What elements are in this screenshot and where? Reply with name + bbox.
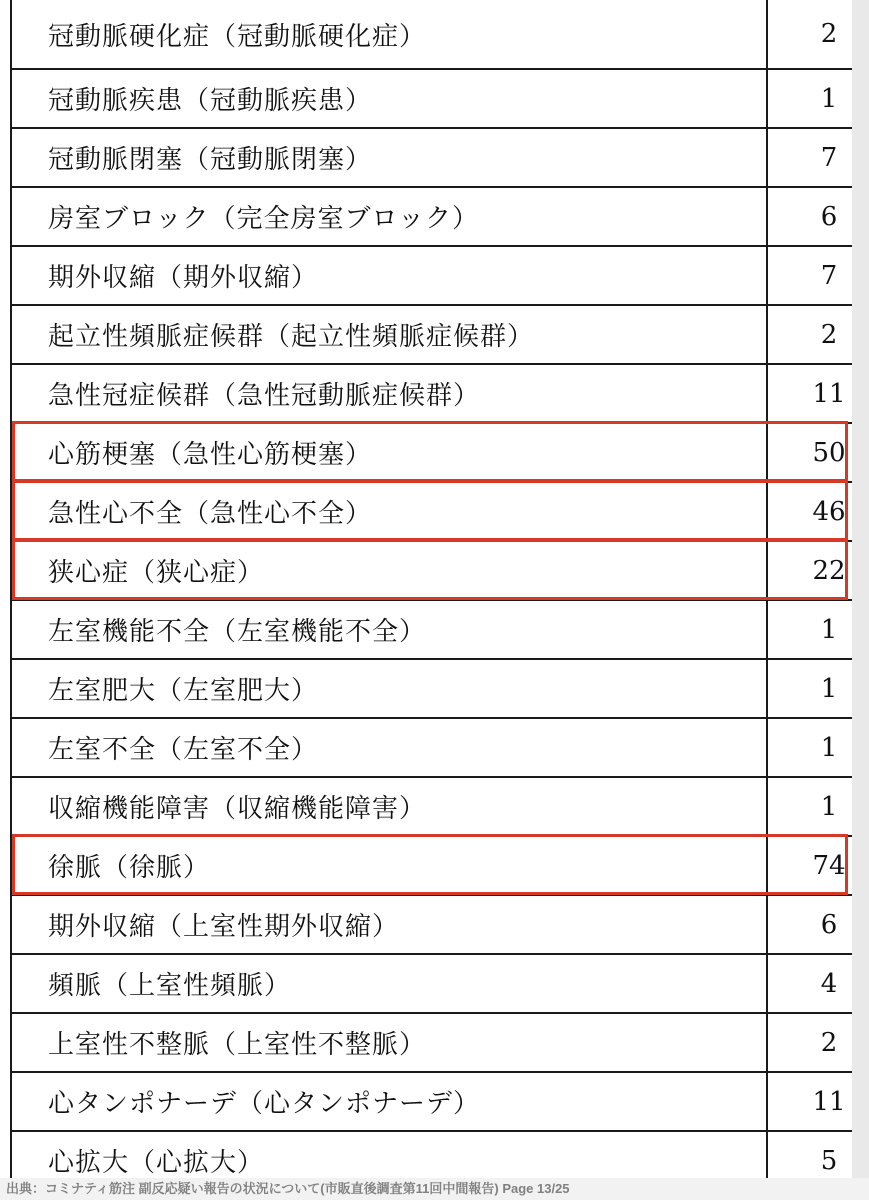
event-count-cell: 2 (767, 305, 852, 364)
event-name-cell: 徐脈（徐脈） (11, 836, 767, 895)
table-row (11, 187, 852, 246)
event-count-cell: 1 (767, 777, 852, 836)
event-count-cell: 5 (767, 1131, 852, 1178)
table-body (11, 0, 852, 1178)
table-row (11, 482, 852, 541)
event-count-cell: 1 (767, 600, 852, 659)
table-row (11, 836, 852, 895)
event-name-cell: 房室ブロック（完全房室ブロック） (11, 187, 767, 246)
event-name-cell: 左室不全（左室不全） (11, 718, 767, 777)
event-name-cell: 起立性頻脈症候群（起立性頻脈症候群） (11, 305, 767, 364)
event-name-cell: 収縮機能障害（収縮機能障害） (11, 777, 767, 836)
table-row (11, 69, 852, 128)
event-count-cell: 6 (767, 187, 852, 246)
event-name-cell: 冠動脈疾患（冠動脈疾患） (11, 69, 767, 128)
event-name-cell: 急性冠症候群（急性冠動脈症候群） (11, 364, 767, 423)
event-name-cell: 冠動脈閉塞（冠動脈閉塞） (11, 128, 767, 187)
table-row (11, 246, 852, 305)
table-row (11, 364, 852, 423)
table-row (11, 1013, 852, 1072)
event-count-cell: 7 (767, 128, 852, 187)
event-count-cell: 6 (767, 895, 852, 954)
event-count-cell: 11 (767, 364, 852, 423)
adverse-event-table-container (10, 0, 852, 1178)
event-name-cell: 期外収縮（上室性期外収縮） (11, 895, 767, 954)
page-edge-strip (852, 0, 869, 1178)
event-count-cell: 7 (767, 246, 852, 305)
table-row (11, 659, 852, 718)
event-count-cell: 2 (767, 0, 852, 69)
table-row (11, 777, 852, 836)
event-name-cell: 上室性不整脈（上室性不整脈） (11, 1013, 767, 1072)
event-name-cell: 急性心不全（急性心不全） (11, 482, 767, 541)
table-row (11, 600, 852, 659)
event-count-cell: 74 (767, 836, 852, 895)
event-name-cell: 左室肥大（左室肥大） (11, 659, 767, 718)
table-row (11, 0, 852, 69)
event-name-cell: 冠動脈硬化症（冠動脈硬化症） (11, 0, 767, 69)
event-count-cell: 1 (767, 659, 852, 718)
table-row (11, 423, 852, 482)
event-name-cell: 心筋梗塞（急性心筋梗塞） (11, 423, 767, 482)
event-count-cell: 4 (767, 954, 852, 1013)
event-count-cell: 2 (767, 1013, 852, 1072)
event-name-cell: 左室機能不全（左室機能不全） (11, 600, 767, 659)
event-count-cell: 1 (767, 69, 852, 128)
event-count-cell: 1 (767, 718, 852, 777)
table-row (11, 1072, 852, 1131)
adverse-event-table (10, 0, 852, 1178)
event-count-cell: 11 (767, 1072, 852, 1131)
table-row (11, 541, 852, 600)
event-name-cell: 頻脈（上室性頻脈） (11, 954, 767, 1013)
event-name-cell: 心拡大（心拡大） (11, 1131, 767, 1178)
event-count-cell: 46 (767, 482, 852, 541)
event-name-cell: 期外収縮（期外収縮） (11, 246, 767, 305)
table-row (11, 954, 852, 1013)
source-footer: 出典：コミナティ筋注 副反応疑い報告の状況について(市販直後調査第11回中間報告) Page 13/25 (0, 1178, 869, 1200)
table-row (11, 305, 852, 364)
event-count-cell: 50 (767, 423, 852, 482)
table-row (11, 718, 852, 777)
table-row (11, 1131, 852, 1178)
table-row (11, 895, 852, 954)
event-name-cell: 狭心症（狭心症） (11, 541, 767, 600)
event-count-cell: 22 (767, 541, 852, 600)
table-row (11, 128, 852, 187)
event-name-cell: 心タンポナーデ（心タンポナーデ） (11, 1072, 767, 1131)
